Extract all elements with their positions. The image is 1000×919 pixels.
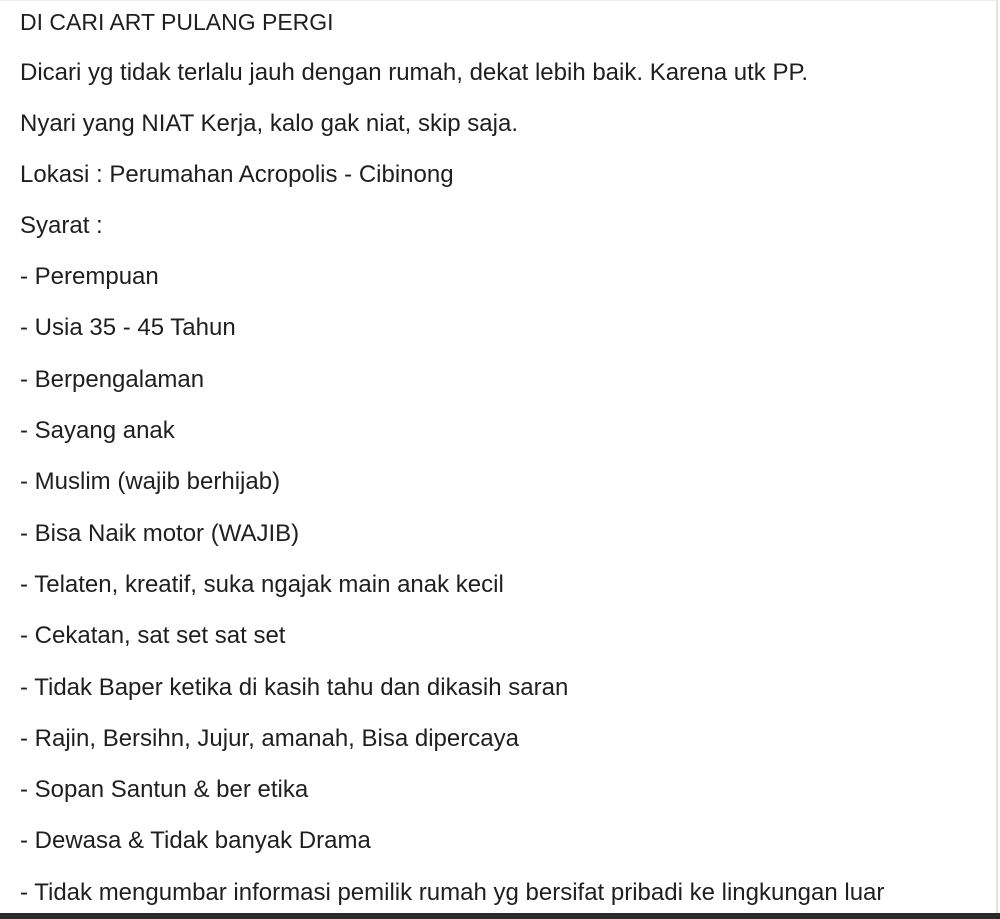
- requirement-item: - Usia 35 - 45 Tahun: [20, 314, 236, 341]
- requirement-item: - Telaten, kreatif, suka ngajak main anak kecil: [20, 571, 504, 598]
- requirements-heading: Syarat :: [20, 212, 103, 239]
- requirement-item: - Sopan Santun & ber etika: [20, 776, 309, 803]
- requirement-item: - Dewasa & Tidak banyak Drama: [20, 827, 371, 854]
- requirement-item: - Rajin, Bersihn, Jujur, amanah, Bisa dipercaya: [20, 725, 519, 752]
- requirement-item: - Muslim (wajib berhijab): [20, 468, 281, 495]
- requirement-item: - Sayang anak: [20, 417, 175, 444]
- requirement-item: - Cekatan, sat set sat set: [20, 622, 286, 649]
- requirement-item: - Bisa Naik motor (WAJIB): [20, 520, 300, 547]
- requirement-item: - Berpengalaman: [20, 366, 205, 393]
- requirement-item: - Tidak mengumbar informasi pemilik rumah yg bersifat pribadi ke lingkungan luar: [20, 879, 885, 906]
- requirement-item: - Perempuan: [20, 263, 159, 290]
- requirement-item: - Tidak Baper ketika di kasih tahu dan dikasih saran: [20, 674, 569, 701]
- intro-line-search: Dicari yg tidak terlalu jauh dengan rumah, dekat lebih baik. Karena utk PP.: [20, 59, 809, 86]
- intro-line-intent: Nyari yang NIAT Kerja, kalo gak niat, skip saja.: [20, 110, 518, 137]
- post-title: DI CARI ART PULANG PERGI: [20, 9, 334, 35]
- intro-line-location: Lokasi : Perumahan Acropolis - Cibinong: [20, 161, 454, 188]
- bottom-edge-bar: [0, 913, 1000, 919]
